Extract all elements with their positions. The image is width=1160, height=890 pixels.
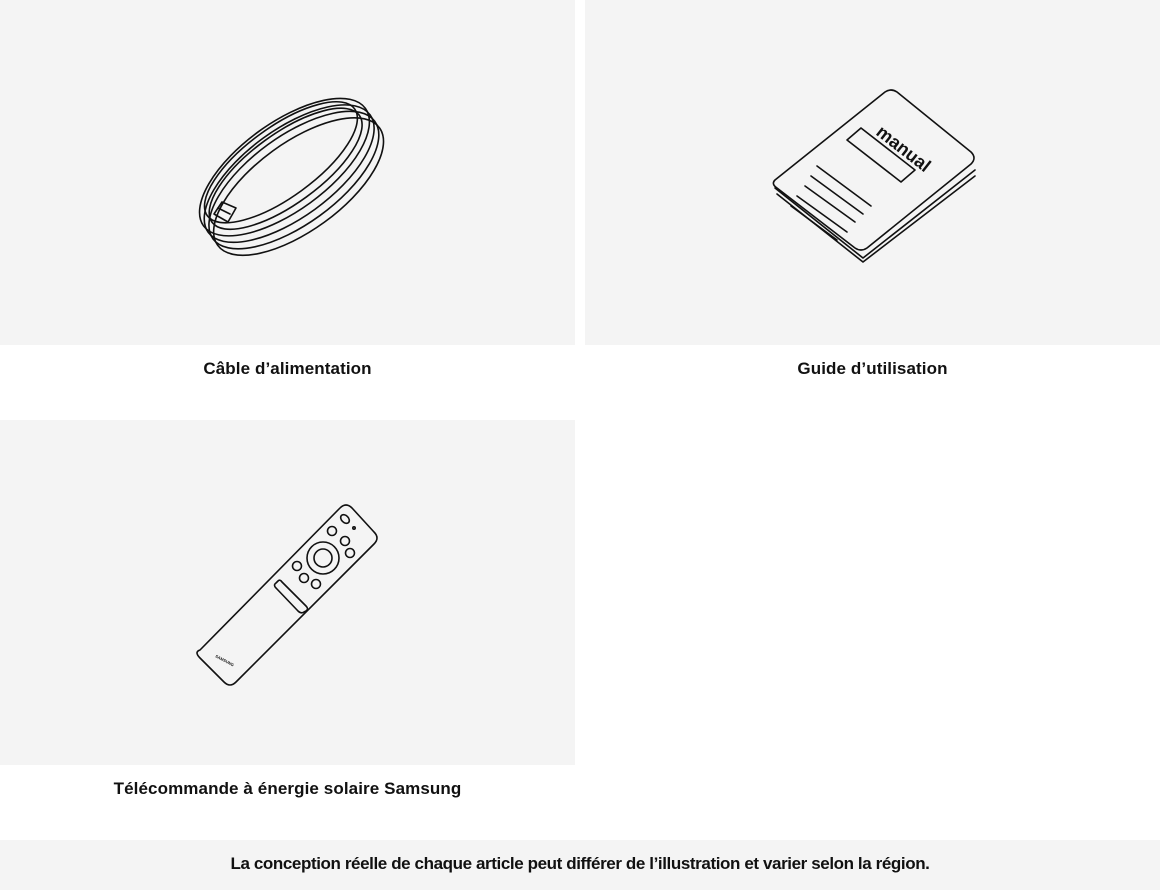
remote-brand-text: SAMSUNG — [214, 653, 235, 668]
solar-remote-image-tile — [0, 420, 575, 765]
power-cable-image-tile — [0, 0, 575, 345]
solar-remote-icon — [0, 420, 575, 765]
solar-remote-caption: Télécommande à énergie solaire Samsung — [113, 779, 462, 798]
accessory-card-power-cable — [0, 0, 575, 381]
power-cable-icon — [0, 0, 575, 345]
disclaimer-text: La conception réelle de chaque article peut différer de l’illustration et varier selon la région. — [230, 854, 930, 873]
disclaimer-bar — [0, 840, 1160, 890]
power-cable-caption: Câble d’alimentation — [203, 359, 372, 378]
user-manual-caption: Guide d’utilisation — [797, 359, 948, 378]
manual-book-icon — [585, 0, 1160, 345]
accessory-card-solar-remote — [0, 420, 575, 801]
accessory-card-user-manual — [585, 0, 1160, 381]
user-manual-image-tile — [585, 0, 1160, 345]
manual-cover-text: manual — [872, 121, 935, 176]
